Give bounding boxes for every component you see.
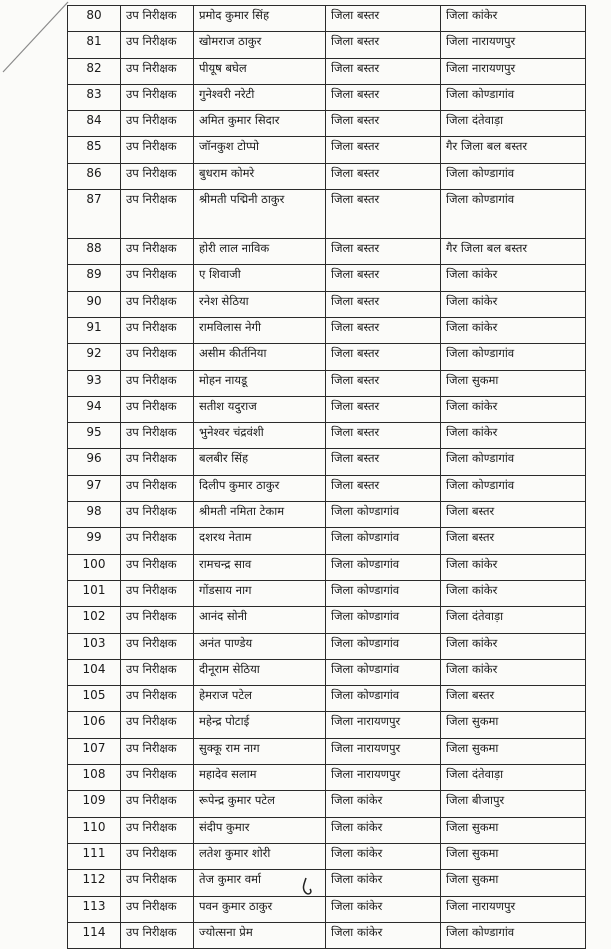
- new-posting-cell: जिला सुकमा: [441, 712, 586, 738]
- new-posting-cell: जिला कोण्डागांव: [441, 163, 586, 189]
- current-posting-cell: जिला कांकेर: [326, 870, 441, 896]
- table-row: [68, 344, 586, 370]
- rank-cell: उप निरीक्षक: [121, 111, 194, 137]
- rank-cell: उप निरीक्षक: [121, 239, 194, 265]
- new-posting-cell: जिला कांकेर: [441, 633, 586, 659]
- rank-cell: उप निरीक्षक: [121, 843, 194, 869]
- new-posting-cell: जिला कांकेर: [441, 317, 586, 343]
- officer-name-cell: रूपेन्द्र कुमार पटेल: [194, 791, 326, 817]
- serial-number-cell: 86: [68, 163, 121, 189]
- current-posting-cell: जिला बस्तर: [326, 344, 441, 370]
- handwritten-mark: [296, 876, 318, 898]
- table-row: [68, 686, 586, 712]
- current-posting-cell: जिला बस्तर: [326, 239, 441, 265]
- current-posting-cell: जिला बस्तर: [326, 6, 441, 32]
- serial-number-cell: 90: [68, 291, 121, 317]
- officer-name-cell: होरी लाल नाविक: [194, 239, 326, 265]
- officer-name-cell: रामचन्द्र साव: [194, 554, 326, 580]
- table-row: [68, 163, 586, 189]
- table-row: [68, 239, 586, 265]
- rank-cell: उप निरीक्षक: [121, 317, 194, 343]
- serial-number-cell: 88: [68, 239, 121, 265]
- rank-cell: उप निरीक्षक: [121, 137, 194, 163]
- new-posting-cell: गैर जिला बल बस्तर: [441, 137, 586, 163]
- rank-cell: उप निरीक्षक: [121, 738, 194, 764]
- officer-name-cell: असीम कीर्तनिया: [194, 344, 326, 370]
- officer-name-cell: गोंडसाय नाग: [194, 580, 326, 606]
- officer-name-cell: खोमराज ठाकुर: [194, 32, 326, 58]
- officer-name-cell: सतीश यदुराज: [194, 396, 326, 422]
- current-posting-cell: जिला बस्तर: [326, 475, 441, 501]
- serial-number-cell: 101: [68, 580, 121, 606]
- table-row: [68, 843, 586, 869]
- new-posting-cell: जिला कोण्डागांव: [441, 449, 586, 475]
- current-posting-cell: जिला कोण्डागांव: [326, 607, 441, 633]
- officer-name-cell: दिलीप कुमार ठाकुर: [194, 475, 326, 501]
- rank-cell: उप निरीक्षक: [121, 922, 194, 948]
- table-row: [68, 659, 586, 685]
- rank-cell: उप निरीक्षक: [121, 607, 194, 633]
- table-row: [68, 370, 586, 396]
- serial-number-cell: 81: [68, 32, 121, 58]
- table-row: [68, 475, 586, 501]
- officer-name-cell: रनेश सेठिया: [194, 291, 326, 317]
- rank-cell: उप निरीक्षक: [121, 6, 194, 32]
- rank-cell: उप निरीक्षक: [121, 528, 194, 554]
- table-row: [68, 817, 586, 843]
- new-posting-cell: जिला कांकेर: [441, 6, 586, 32]
- current-posting-cell: जिला नारायणपुर: [326, 738, 441, 764]
- current-posting-cell: जिला बस्तर: [326, 84, 441, 110]
- officer-name-cell: श्रीमती पद्मिनी ठाकुर: [194, 190, 326, 239]
- rank-cell: उप निरीक्षक: [121, 659, 194, 685]
- table-row: [68, 554, 586, 580]
- officer-name-cell: पीयूष बघेल: [194, 58, 326, 84]
- new-posting-cell: जिला कांकेर: [441, 291, 586, 317]
- serial-number-cell: 98: [68, 502, 121, 528]
- table-row: [68, 712, 586, 738]
- current-posting-cell: जिला कांकेर: [326, 896, 441, 922]
- rank-cell: उप निरीक्षक: [121, 396, 194, 422]
- serial-number-cell: 110: [68, 817, 121, 843]
- rank-cell: उप निरीक्षक: [121, 817, 194, 843]
- rank-cell: उप निरीक्षक: [121, 344, 194, 370]
- table-row: [68, 58, 586, 84]
- officer-name-cell: अमित कुमार सिदार: [194, 111, 326, 137]
- new-posting-cell: जिला कांकेर: [441, 396, 586, 422]
- new-posting-cell: जिला बस्तर: [441, 686, 586, 712]
- officer-name-cell: मोहन नायडू: [194, 370, 326, 396]
- rank-cell: उप निरीक्षक: [121, 291, 194, 317]
- new-posting-cell: जिला कोण्डागांव: [441, 344, 586, 370]
- table-row: [68, 765, 586, 791]
- table-row: [68, 137, 586, 163]
- new-posting-cell: जिला सुकमा: [441, 817, 586, 843]
- new-posting-cell: जिला सुकमा: [441, 370, 586, 396]
- current-posting-cell: जिला बस्तर: [326, 111, 441, 137]
- serial-number-cell: 105: [68, 686, 121, 712]
- new-posting-cell: जिला बीजापुर: [441, 791, 586, 817]
- new-posting-cell: जिला दंतेवाड़ा: [441, 111, 586, 137]
- officer-name-cell: दीनूराम सेठिया: [194, 659, 326, 685]
- current-posting-cell: जिला बस्तर: [326, 396, 441, 422]
- table-row: [68, 738, 586, 764]
- new-posting-cell: जिला नारायणपुर: [441, 32, 586, 58]
- serial-number-cell: 112: [68, 870, 121, 896]
- rank-cell: उप निरीक्षक: [121, 58, 194, 84]
- serial-number-cell: 111: [68, 843, 121, 869]
- current-posting-cell: जिला कोण्डागांव: [326, 633, 441, 659]
- officer-name-cell: रामविलास नेगी: [194, 317, 326, 343]
- table-row: [68, 423, 586, 449]
- table-row: [68, 791, 586, 817]
- current-posting-cell: जिला कांकेर: [326, 843, 441, 869]
- current-posting-cell: जिला कोण्डागांव: [326, 502, 441, 528]
- transfer-table-body: [68, 6, 586, 949]
- officer-name-cell: बुधराम कोमरे: [194, 163, 326, 189]
- transfer-table: [67, 5, 586, 949]
- table-row: [68, 291, 586, 317]
- new-posting-cell: जिला कोण्डागांव: [441, 922, 586, 948]
- current-posting-cell: जिला बस्तर: [326, 317, 441, 343]
- officer-name-cell: लतेश कुमार शोरी: [194, 843, 326, 869]
- new-posting-cell: जिला कांकेर: [441, 554, 586, 580]
- table-row: [68, 633, 586, 659]
- current-posting-cell: जिला बस्तर: [326, 423, 441, 449]
- current-posting-cell: जिला बस्तर: [326, 163, 441, 189]
- rank-cell: उप निरीक्षक: [121, 370, 194, 396]
- rank-cell: उप निरीक्षक: [121, 449, 194, 475]
- new-posting-cell: जिला नारायणपुर: [441, 896, 586, 922]
- serial-number-cell: 93: [68, 370, 121, 396]
- rank-cell: उप निरीक्षक: [121, 265, 194, 291]
- new-posting-cell: जिला कांकेर: [441, 265, 586, 291]
- new-posting-cell: जिला सुकमा: [441, 870, 586, 896]
- officer-name-cell: महादेव सलाम: [194, 765, 326, 791]
- new-posting-cell: जिला कांकेर: [441, 423, 586, 449]
- scan-edge-line: [0, 0, 70, 75]
- new-posting-cell: जिला कोण्डागांव: [441, 475, 586, 501]
- rank-cell: उप निरीक्षक: [121, 896, 194, 922]
- new-posting-cell: जिला कांकेर: [441, 580, 586, 606]
- officer-name-cell: बलबीर सिंह: [194, 449, 326, 475]
- officer-name-cell: गुनेश्वरी नरेटी: [194, 84, 326, 110]
- officer-name-cell: तेज कुमार वर्मा: [194, 870, 326, 896]
- current-posting-cell: जिला कोण्डागांव: [326, 580, 441, 606]
- rank-cell: उप निरीक्षक: [121, 163, 194, 189]
- rank-cell: उप निरीक्षक: [121, 712, 194, 738]
- new-posting-cell: जिला बस्तर: [441, 502, 586, 528]
- officer-name-cell: आनंद सोनी: [194, 607, 326, 633]
- rank-cell: उप निरीक्षक: [121, 580, 194, 606]
- current-posting-cell: जिला कोण्डागांव: [326, 686, 441, 712]
- serial-number-cell: 95: [68, 423, 121, 449]
- rank-cell: उप निरीक्षक: [121, 84, 194, 110]
- current-posting-cell: जिला कांकेर: [326, 922, 441, 948]
- serial-number-cell: 99: [68, 528, 121, 554]
- officer-name-cell: श्रीमती नमिता टेकाम: [194, 502, 326, 528]
- current-posting-cell: जिला बस्तर: [326, 32, 441, 58]
- serial-number-cell: 113: [68, 896, 121, 922]
- new-posting-cell: जिला बस्तर: [441, 528, 586, 554]
- table-row: [68, 896, 586, 922]
- table-row: [68, 6, 586, 32]
- current-posting-cell: जिला बस्तर: [326, 449, 441, 475]
- rank-cell: उप निरीक्षक: [121, 870, 194, 896]
- serial-number-cell: 109: [68, 791, 121, 817]
- serial-number-cell: 106: [68, 712, 121, 738]
- serial-number-cell: 87: [68, 190, 121, 239]
- new-posting-cell: जिला सुकमा: [441, 843, 586, 869]
- current-posting-cell: जिला कोण्डागांव: [326, 554, 441, 580]
- officer-name-cell: हेमराज पटेल: [194, 686, 326, 712]
- rank-cell: उप निरीक्षक: [121, 791, 194, 817]
- current-posting-cell: जिला कांकेर: [326, 817, 441, 843]
- rank-cell: उप निरीक्षक: [121, 190, 194, 239]
- serial-number-cell: 84: [68, 111, 121, 137]
- current-posting-cell: जिला कोण्डागांव: [326, 659, 441, 685]
- current-posting-cell: जिला बस्तर: [326, 370, 441, 396]
- table-row: [68, 265, 586, 291]
- serial-number-cell: 108: [68, 765, 121, 791]
- rank-cell: उप निरीक्षक: [121, 32, 194, 58]
- table-row: [68, 32, 586, 58]
- serial-number-cell: 80: [68, 6, 121, 32]
- table-row: [68, 502, 586, 528]
- table-row: [68, 528, 586, 554]
- serial-number-cell: 97: [68, 475, 121, 501]
- serial-number-cell: 91: [68, 317, 121, 343]
- table-row: [68, 449, 586, 475]
- table-row: [68, 190, 586, 239]
- officer-name-cell: ज्योत्सना प्रेम: [194, 922, 326, 948]
- new-posting-cell: जिला दंतेवाड़ा: [441, 607, 586, 633]
- current-posting-cell: जिला बस्तर: [326, 137, 441, 163]
- current-posting-cell: जिला नारायणपुर: [326, 712, 441, 738]
- new-posting-cell: जिला कोण्डागांव: [441, 190, 586, 239]
- new-posting-cell: जिला नारायणपुर: [441, 58, 586, 84]
- serial-number-cell: 92: [68, 344, 121, 370]
- officer-name-cell: महेन्द्र पोटाई: [194, 712, 326, 738]
- table-row: [68, 607, 586, 633]
- new-posting-cell: जिला सुकमा: [441, 738, 586, 764]
- rank-cell: उप निरीक्षक: [121, 633, 194, 659]
- serial-number-cell: 114: [68, 922, 121, 948]
- table-row: [68, 84, 586, 110]
- serial-number-cell: 104: [68, 659, 121, 685]
- rank-cell: उप निरीक्षक: [121, 502, 194, 528]
- new-posting-cell: जिला कांकेर: [441, 659, 586, 685]
- table-row: [68, 396, 586, 422]
- serial-number-cell: 85: [68, 137, 121, 163]
- current-posting-cell: जिला बस्तर: [326, 190, 441, 239]
- serial-number-cell: 96: [68, 449, 121, 475]
- rank-cell: उप निरीक्षक: [121, 423, 194, 449]
- officer-name-cell: अनंत पाण्डेय: [194, 633, 326, 659]
- officer-name-cell: संदीप कुमार: [194, 817, 326, 843]
- serial-number-cell: 100: [68, 554, 121, 580]
- serial-number-cell: 103: [68, 633, 121, 659]
- table-row: [68, 870, 586, 896]
- table-row: [68, 111, 586, 137]
- serial-number-cell: 94: [68, 396, 121, 422]
- officer-name-cell: ए शिवाजी: [194, 265, 326, 291]
- rank-cell: उप निरीक्षक: [121, 686, 194, 712]
- rank-cell: उप निरीक्षक: [121, 475, 194, 501]
- serial-number-cell: 82: [68, 58, 121, 84]
- serial-number-cell: 89: [68, 265, 121, 291]
- officer-name-cell: भुनेश्वर चंद्रवंशी: [194, 423, 326, 449]
- officer-name-cell: सुक्कू राम नाग: [194, 738, 326, 764]
- current-posting-cell: जिला कोण्डागांव: [326, 528, 441, 554]
- table-row: [68, 580, 586, 606]
- table-row: [68, 317, 586, 343]
- officer-name-cell: पवन कुमार ठाकुर: [194, 896, 326, 922]
- officer-name-cell: दशरथ नेताम: [194, 528, 326, 554]
- current-posting-cell: जिला बस्तर: [326, 291, 441, 317]
- serial-number-cell: 107: [68, 738, 121, 764]
- rank-cell: उप निरीक्षक: [121, 765, 194, 791]
- current-posting-cell: जिला बस्तर: [326, 58, 441, 84]
- officer-name-cell: जॉनकुश टोप्पो: [194, 137, 326, 163]
- rank-cell: उप निरीक्षक: [121, 554, 194, 580]
- new-posting-cell: जिला दंतेवाड़ा: [441, 765, 586, 791]
- new-posting-cell: जिला कोण्डागांव: [441, 84, 586, 110]
- officer-name-cell: प्रमोद कुमार सिंह: [194, 6, 326, 32]
- new-posting-cell: गैर जिला बल बस्तर: [441, 239, 586, 265]
- serial-number-cell: 83: [68, 84, 121, 110]
- table-row: [68, 922, 586, 948]
- current-posting-cell: जिला कांकेर: [326, 791, 441, 817]
- serial-number-cell: 102: [68, 607, 121, 633]
- current-posting-cell: जिला नारायणपुर: [326, 765, 441, 791]
- current-posting-cell: जिला बस्तर: [326, 265, 441, 291]
